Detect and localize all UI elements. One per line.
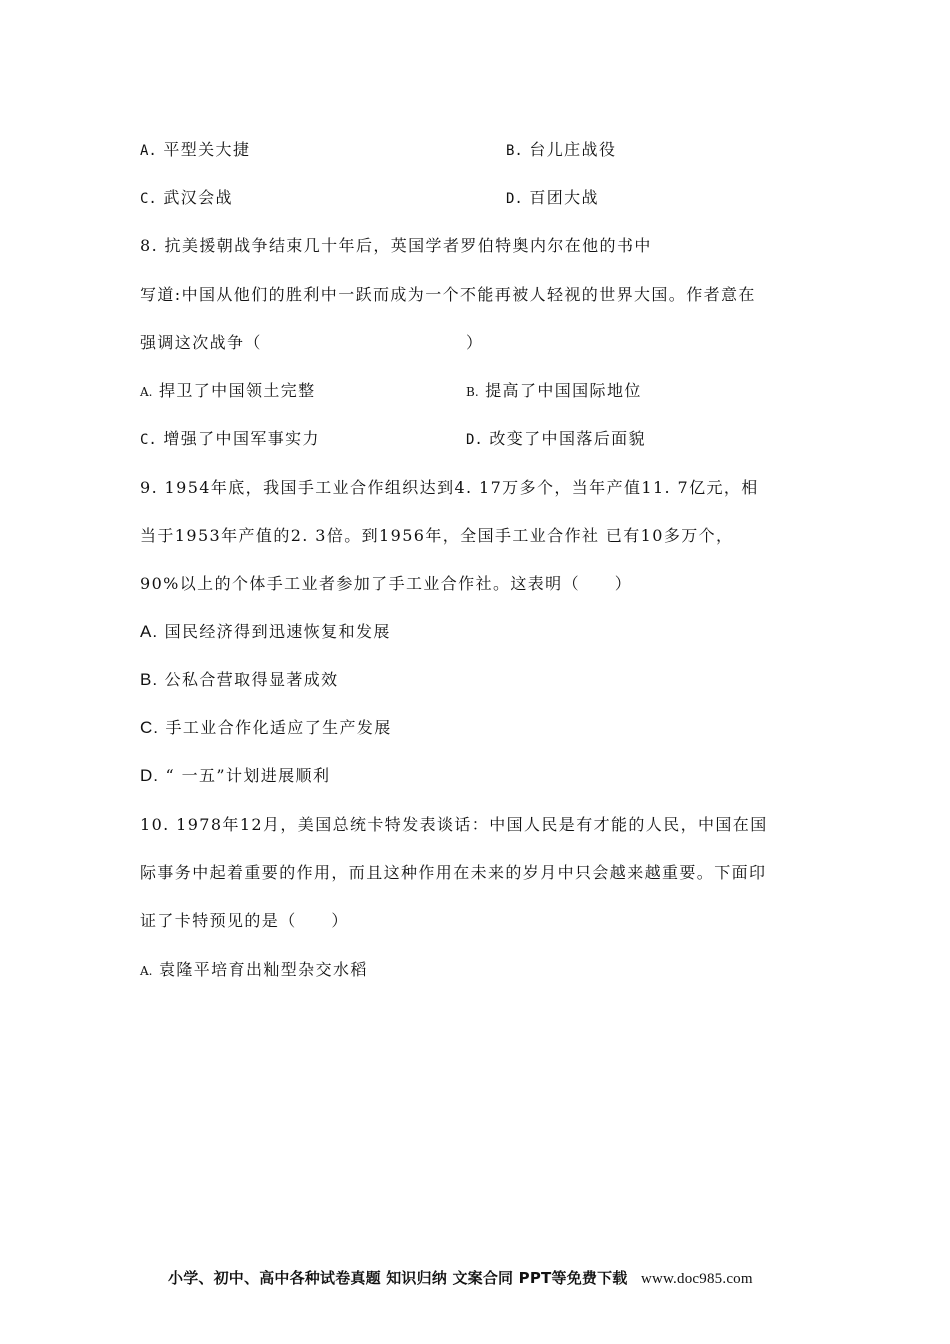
q9-option-b [140, 670, 339, 690]
page-footer [168, 1268, 753, 1289]
q8-option-d [466, 429, 646, 450]
footer-text: 小学、初中、高中各种试卷真题 知识归纳 文案合同 PPT等免费下载 [168, 1269, 628, 1287]
option-text: 台儿庄战役 [529, 140, 617, 159]
option-letter: B. [466, 385, 479, 399]
option-text: 提高了中国国际地位 [485, 381, 642, 400]
q9-stem-line-2: 当于1953年产值的2. 3倍。到1956年，全国手工业合作社 已有10多万个， [140, 526, 734, 545]
option-text: 手工业合作化适应了生产发展 [165, 718, 392, 737]
option-text: 捍卫了中国领土完整 [158, 381, 316, 400]
q10-stem-line-3: 证了卡特预见的是（ ） [140, 911, 349, 930]
q8-option-b [466, 381, 642, 402]
q8-stem-line-1: 8. 抗美援朝战争结束几十年后，英国学者罗伯特奥内尔在他的书中 [140, 236, 652, 255]
q10-option-a [140, 960, 368, 981]
footer-url[interactable]: www.doc985.com [640, 1271, 753, 1287]
option-text: 公私合营取得显著成效 [164, 670, 339, 689]
option-text: “ 一五”计划进展顺利 [165, 766, 331, 785]
option-text: 平型关大捷 [163, 140, 251, 159]
option-letter: D. [506, 191, 523, 207]
q9-stem-line-3: 90%以上的个体手工业者参加了手工业合作社。这表明（ ） [140, 574, 633, 593]
option-letter: C. [140, 432, 157, 448]
option-letter: C. [140, 191, 157, 207]
q8-option-c [140, 429, 320, 450]
option-letter: A. [140, 964, 153, 978]
option-letter: D. [466, 432, 483, 448]
q8-stem-line-2: 写道:中国从他们的胜利中一跃而成为一个不能再被人轻视的世界大国。作者意在 [140, 285, 756, 304]
q8-option-a [140, 381, 316, 402]
option-text: 国民经济得到迅速恢复和发展 [164, 622, 391, 641]
option-letter: A. [140, 622, 159, 641]
option-text: 袁隆平培育出籼型杂交水稻 [158, 960, 368, 979]
q7-option-d [506, 188, 599, 209]
option-letter: D. [140, 766, 159, 785]
option-letter: A. [140, 385, 153, 399]
q10-stem-line-2: 际事务中起着重要的作用，而且这种作用在未来的岁月中只会越来越重要。下面印 [140, 863, 767, 882]
q7-option-c [140, 188, 233, 209]
option-letter: B. [506, 143, 523, 159]
option-text: 增强了中国军事实力 [163, 429, 320, 448]
q7-option-b [506, 140, 616, 161]
q10-stem-line-1: 10. 1978年12月，美国总统卡特发表谈话：中国人民是有才能的人民，中国在国 [140, 815, 768, 834]
q7-option-a [140, 140, 250, 161]
option-text: 百团大战 [529, 188, 599, 207]
q9-option-a [140, 622, 391, 642]
option-letter: B. [140, 670, 159, 689]
option-letter: C. [140, 718, 159, 737]
q8-stem-line-3-start: 强调这次战争（ [140, 333, 262, 352]
q9-option-d [140, 766, 330, 786]
q9-stem-line-1: 9. 1954年底，我国手工业合作组织达到4. 17万多个，当年产值11. 7亿元，相 [140, 478, 759, 497]
q8-stem-line-3-end: ） [466, 333, 484, 352]
q9-option-c [140, 718, 392, 738]
option-letter: A. [140, 143, 157, 159]
option-text: 改变了中国落后面貌 [489, 429, 646, 448]
option-text: 武汉会战 [163, 188, 233, 207]
